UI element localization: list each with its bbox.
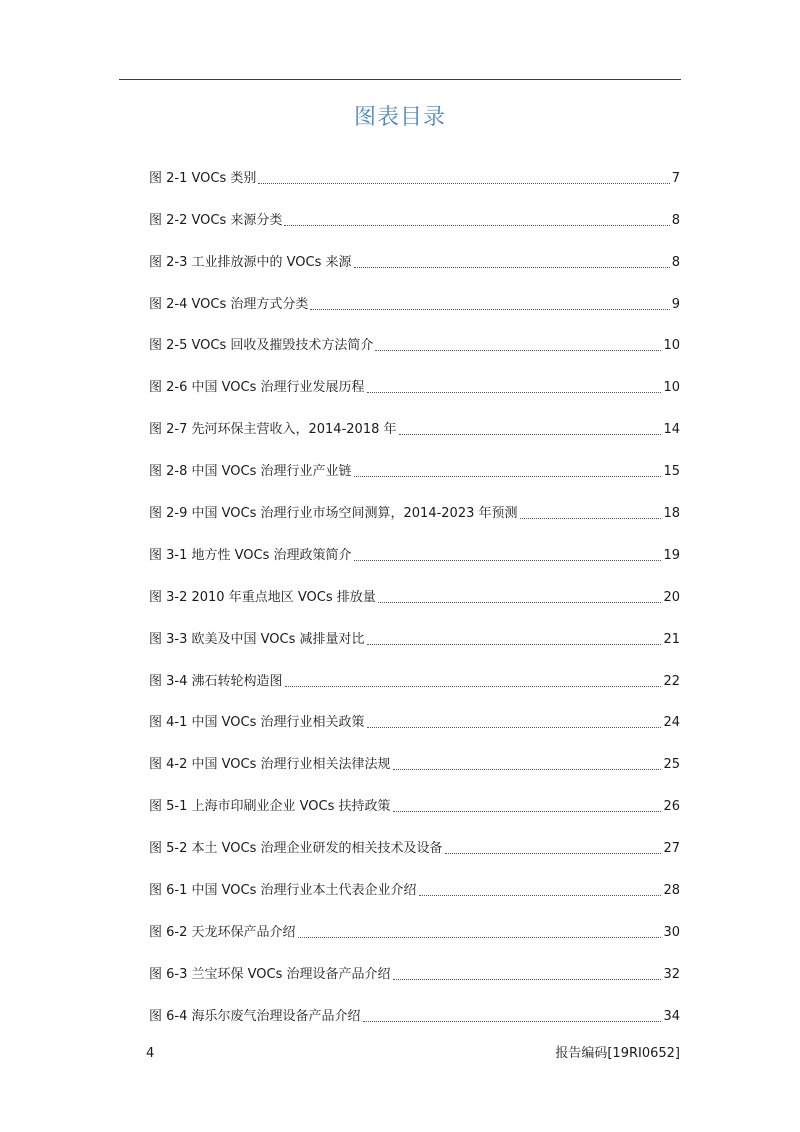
toc-entry[interactable] <box>149 190 680 232</box>
toc-entry-page: 21 <box>663 631 680 647</box>
toc-entry[interactable] <box>149 944 680 986</box>
dot-leader <box>445 853 662 854</box>
toc-entry-page: 14 <box>663 422 680 438</box>
toc-entry[interactable] <box>149 651 680 693</box>
toc-entry[interactable] <box>149 148 680 190</box>
toc-entry-page: 26 <box>663 799 680 815</box>
toc-entry-page: 7 <box>671 170 680 186</box>
toc-entry[interactable] <box>149 525 680 567</box>
dot-leader <box>393 769 662 770</box>
toc-entry[interactable] <box>149 567 680 609</box>
toc-entry[interactable] <box>149 441 680 483</box>
dot-leader <box>375 350 661 351</box>
toc-entry-page: 32 <box>663 966 680 982</box>
toc-entry-page: 20 <box>663 589 680 605</box>
toc-entry-label: 图 4-2 中国 VOCs 治理行业相关法律法规 <box>149 757 391 773</box>
toc-entry[interactable] <box>149 776 680 818</box>
table-of-figures <box>149 148 680 1028</box>
toc-entry-page: 19 <box>663 547 680 563</box>
toc-entry-label: 图 3-2 2010 年重点地区 VOCs 排放量 <box>149 589 376 605</box>
dot-leader <box>285 686 662 687</box>
dot-leader <box>367 644 662 645</box>
toc-entry[interactable] <box>149 902 680 944</box>
header-rule <box>119 79 681 80</box>
toc-entry-page: 8 <box>671 212 680 228</box>
toc-entry-label: 图 2-4 VOCs 治理方式分类 <box>149 296 309 312</box>
toc-entry[interactable] <box>149 734 680 776</box>
toc-entry-page: 22 <box>663 673 680 689</box>
footer-page-number: 4 <box>146 1046 155 1061</box>
toc-entry-label: 图 2-3 工业排放源中的 VOCs 来源 <box>149 254 352 270</box>
toc-entry-page: 15 <box>663 464 680 480</box>
dot-leader <box>399 434 662 435</box>
dot-leader <box>298 937 662 938</box>
toc-entry[interactable] <box>149 483 680 525</box>
toc-entry-page: 10 <box>663 338 680 354</box>
toc-entry-label: 图 4-1 中国 VOCs 治理行业相关政策 <box>149 715 365 731</box>
toc-entry-label: 图 5-1 上海市印刷业企业 VOCs 扶持政策 <box>149 799 391 815</box>
toc-entry-page: 24 <box>663 715 680 731</box>
toc-entry-label: 图 6-4 海乐尔废气治理设备产品介绍 <box>149 1008 361 1024</box>
dot-leader <box>367 727 662 728</box>
toc-entry[interactable] <box>149 860 680 902</box>
footer-report-code: 报告编码[19RI0652] <box>555 1046 680 1061</box>
dot-leader <box>367 392 662 393</box>
dot-leader <box>393 811 662 812</box>
dot-leader <box>284 225 669 226</box>
toc-entry[interactable] <box>149 357 680 399</box>
toc-entry-page: 9 <box>671 296 680 312</box>
dot-leader <box>258 183 669 184</box>
toc-entry[interactable] <box>149 274 680 316</box>
toc-entry-label: 图 2-9 中国 VOCs 治理行业市场空间测算，2014-2023 年预测 <box>149 506 518 522</box>
toc-entry-page: 30 <box>663 924 680 940</box>
toc-entry-label: 图 2-5 VOCs 回收及摧毁技术方法简介 <box>149 338 374 354</box>
toc-entry-page: 10 <box>663 380 680 396</box>
toc-entry-page: 28 <box>663 883 680 899</box>
dot-leader <box>354 560 662 561</box>
toc-entry-page: 25 <box>663 757 680 773</box>
toc-entry-page: 8 <box>671 254 680 270</box>
toc-entry-label: 图 2-8 中国 VOCs 治理行业产业链 <box>149 464 352 480</box>
toc-entry[interactable] <box>149 399 680 441</box>
toc-entry-label: 图 6-1 中国 VOCs 治理行业本土代表企业介绍 <box>149 883 417 899</box>
dot-leader <box>393 979 662 980</box>
page-title: 图表目录 <box>353 105 446 130</box>
dot-leader <box>363 1021 662 1022</box>
toc-entry-label: 图 2-7 先河环保主营收入，2014-2018 年 <box>149 422 397 438</box>
toc-entry-label: 图 3-1 地方性 VOCs 治理政策简介 <box>149 547 352 563</box>
toc-entry-label: 图 5-2 本土 VOCs 治理企业研发的相关技术及设备 <box>149 841 443 857</box>
toc-entry-page: 27 <box>663 841 680 857</box>
dot-leader <box>310 309 669 310</box>
toc-entry-label: 图 6-3 兰宝环保 VOCs 治理设备产品介绍 <box>149 966 391 982</box>
toc-entry[interactable] <box>149 693 680 735</box>
dot-leader <box>378 602 662 603</box>
dot-leader <box>419 895 662 896</box>
toc-entry-label: 图 2-1 VOCs 类别 <box>149 170 257 186</box>
toc-entry[interactable] <box>149 609 680 651</box>
toc-entry-label: 图 6-2 天龙环保产品介绍 <box>149 924 296 940</box>
toc-entry-label: 图 2-2 VOCs 来源分类 <box>149 212 283 228</box>
toc-entry[interactable] <box>149 232 680 274</box>
toc-entry-label: 图 3-4 沸石转轮构造图 <box>149 673 283 689</box>
toc-entry-label: 图 3-3 欧美及中国 VOCs 减排量对比 <box>149 631 365 647</box>
dot-leader <box>354 476 662 477</box>
toc-entry[interactable] <box>149 986 680 1028</box>
dot-leader <box>354 267 670 268</box>
toc-entry-page: 18 <box>663 506 680 522</box>
toc-entry-label: 图 2-6 中国 VOCs 治理行业发展历程 <box>149 380 365 396</box>
toc-entry[interactable] <box>149 818 680 860</box>
dot-leader <box>520 518 662 519</box>
toc-entry[interactable] <box>149 316 680 358</box>
toc-entry-page: 34 <box>663 1008 680 1024</box>
